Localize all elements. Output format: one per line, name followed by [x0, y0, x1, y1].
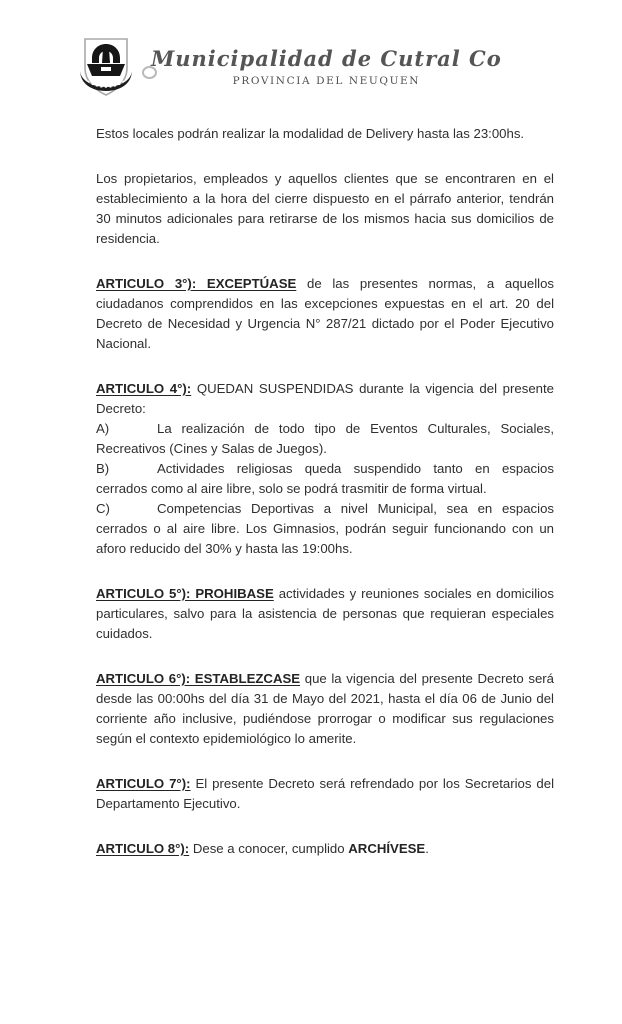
paragraph-closing-time: Los propietarios, empleados y aquellos clientes que se encontraren en el establecimiento a la hora del cierre dispuesto en el párrafo anterior, tendrán 30 minutos adicionales para retirarse de los mismos hacia sus domicilios de residencia. — [96, 171, 554, 246]
article-4-text: QUEDAN SUSPENDIDAS durante la vigencia del presente Decreto: — [96, 381, 554, 416]
article-4-intro — [96, 379, 554, 419]
municipal-crest-icon — [75, 36, 137, 102]
document-header — [75, 36, 554, 102]
article-6-text: que la vigencia del presente Decreto será desde las 00:00hs del día 31 de Mayo del 2021, hasta el día 06 de Junio del corriente año inclusive, pudiéndose prorrogar o modificar sus regulaciones según el contexto epidemiológico lo amerite. — [96, 671, 555, 746]
scan-artifact — [142, 66, 157, 79]
item-text-b: Actividades religiosas queda suspendido tanto en espacios cerrados como al aire libre, solo se podrá trasmitir de forma virtual. — [96, 461, 554, 496]
item-letter-b: B) — [96, 461, 110, 476]
article-7-text: El presente Decreto será refrendado por los Secretarios del Departamento Ejecutivo. — [96, 776, 555, 811]
article-3-heading: ARTICULO 3°): EXCEPTÚASE — [96, 276, 297, 291]
article-8 — [96, 839, 554, 859]
article-4-item-c — [96, 499, 554, 559]
article-5-text: actividades y reuniones sociales en domicilios particulares, salvo para la asistencia de personas que requieran especiales cuidados. — [96, 586, 554, 641]
article-4-item-a — [96, 419, 554, 459]
item-letter-c: C) — [96, 501, 110, 516]
article-4-item-b — [96, 459, 554, 499]
org-title: Municipalidad de Cutral Co — [151, 46, 502, 71]
article-8-emphasis: ARCHÍVESE — [348, 841, 426, 856]
item-text-a: La realización de todo tipo de Eventos Culturales, Sociales, Recreativos (Cines y Salas de Juegos). — [96, 421, 554, 456]
article-4-heading: ARTICULO 4°): — [96, 381, 192, 396]
article-8-heading: ARTICULO 8°): — [96, 841, 190, 856]
article-5 — [96, 584, 554, 644]
article-7-heading: ARTICULO 7°): — [96, 776, 191, 791]
decree-body — [96, 124, 554, 859]
article-8-text-post: . — [425, 841, 429, 856]
article-8-text-pre: Dese a conocer, cumplido — [192, 841, 345, 856]
article-3 — [96, 274, 554, 354]
item-letter-a: A) — [96, 421, 110, 436]
article-6-heading: ARTICULO 6°): ESTABLEZCASE — [96, 671, 301, 686]
article-6 — [96, 669, 554, 749]
article-5-heading: ARTICULO 5°): PROHIBASE — [96, 586, 274, 601]
org-subtitle: PROVINCIA DEL NEUQUEN — [232, 75, 421, 87]
org-title-block — [151, 36, 502, 87]
item-text-c: Competencias Deportivas a nivel Municipal, sea en espacios cerrados o al aire libre. Los Gimnasios, podrán seguir funcionando con un aforo reducido del 30% y hasta las 19:00hs. — [96, 501, 554, 556]
article-7 — [96, 774, 554, 814]
article-3-text: de las presentes normas, a aquellos ciudadanos comprendidos en las excepciones expuestas en el art. 20 del Decreto de Necesidad y Urgencia N° 287/21 dictado por el Poder Ejecutivo Nacional. — [96, 276, 555, 351]
paragraph-delivery: Estos locales podrán realizar la modalidad de Delivery hasta las 23:00hs. — [96, 126, 525, 141]
article-4 — [96, 379, 554, 559]
